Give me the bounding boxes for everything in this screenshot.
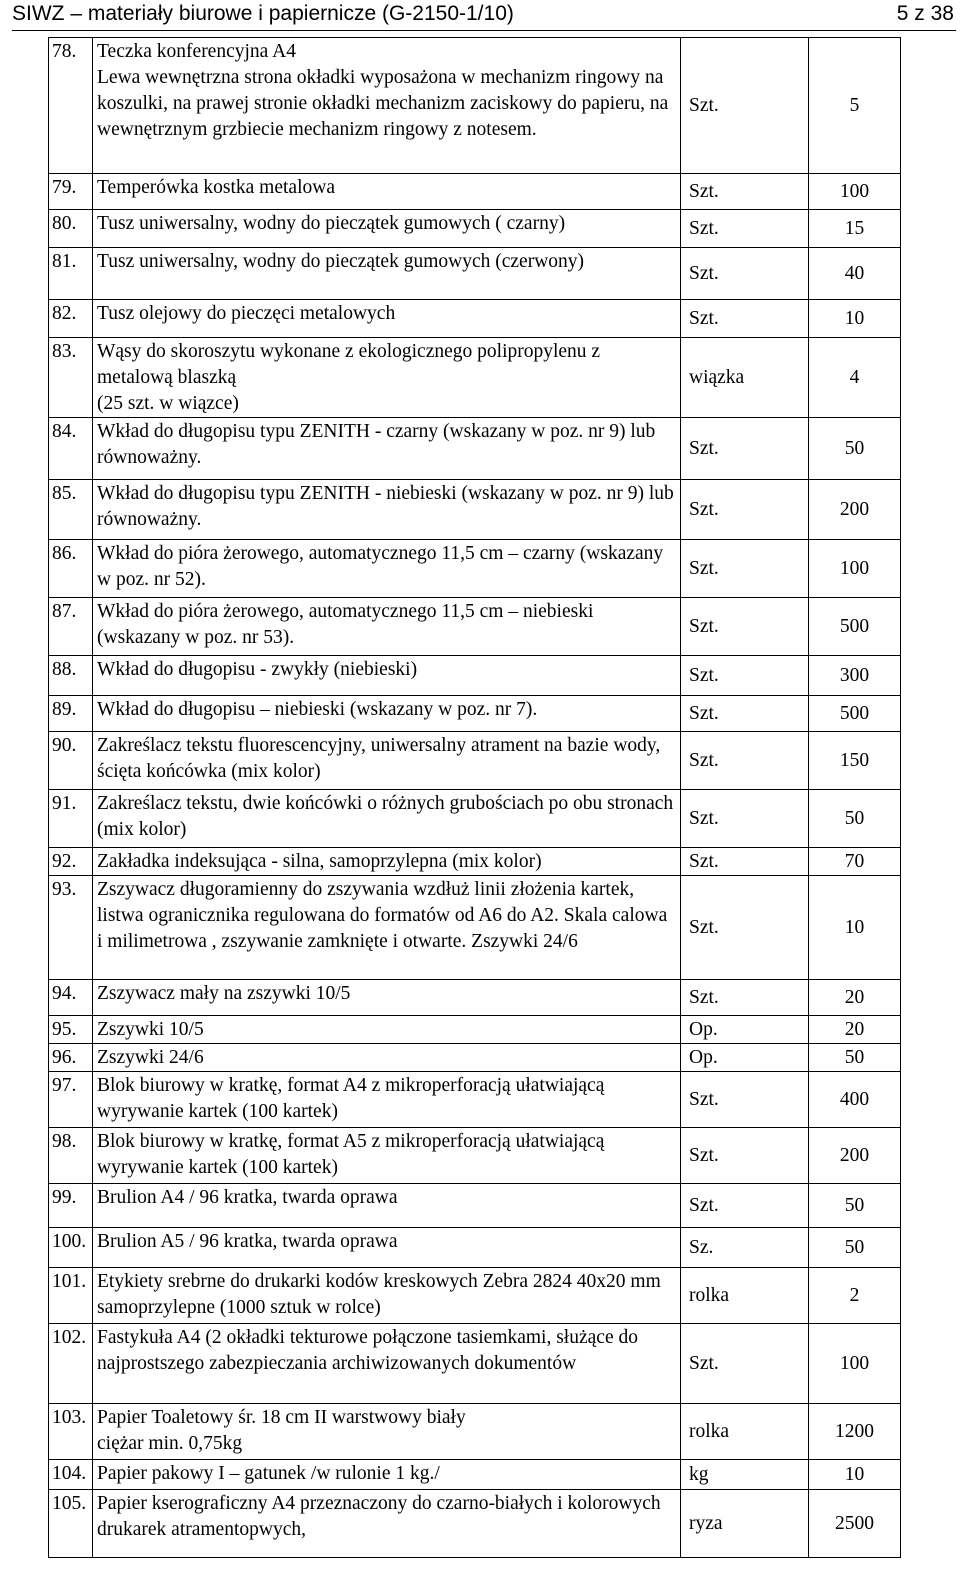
item-number: 83. xyxy=(49,338,93,418)
table-row xyxy=(49,732,901,790)
table-row xyxy=(49,1016,901,1044)
item-unit: Szt. xyxy=(681,540,809,598)
table-row xyxy=(49,540,901,598)
table-row xyxy=(49,1404,901,1460)
item-description: Wkład do długopisu typu ZENITH - niebieski (wskazany w poz. nr 9) lub równoważny. xyxy=(93,480,681,540)
items-table-body xyxy=(49,38,901,1558)
item-description: Zakreślacz tekstu, dwie końcówki o różnych grubościach po obu stronach (mix kolor) xyxy=(93,790,681,848)
item-number: 82. xyxy=(49,300,93,338)
item-number: 99. xyxy=(49,1184,93,1228)
item-description: Temperówka kostka metalowa xyxy=(93,174,681,210)
item-unit: ryza xyxy=(681,1490,809,1558)
item-quantity: 400 xyxy=(809,1072,901,1128)
item-unit: Szt. xyxy=(681,848,809,876)
item-quantity: 15 xyxy=(809,210,901,248)
item-number: 79. xyxy=(49,174,93,210)
item-unit: Op. xyxy=(681,1044,809,1072)
table-row xyxy=(49,1128,901,1184)
item-description: Tusz olejowy do pieczęci metalowych xyxy=(93,300,681,338)
item-description: Brulion A5 / 96 kratka, twarda oprawa xyxy=(93,1228,681,1268)
table-row xyxy=(49,790,901,848)
table-row xyxy=(49,598,901,656)
item-quantity: 300 xyxy=(809,656,901,696)
item-unit: Szt. xyxy=(681,248,809,300)
item-quantity: 500 xyxy=(809,696,901,732)
table-row xyxy=(49,480,901,540)
item-quantity: 50 xyxy=(809,418,901,480)
item-quantity: 200 xyxy=(809,480,901,540)
item-description: Brulion A4 / 96 kratka, twarda oprawa xyxy=(93,1184,681,1228)
item-unit: Szt. xyxy=(681,1324,809,1404)
table-row xyxy=(49,418,901,480)
item-description: Wkład do długopisu – niebieski (wskazany w poz. nr 7). xyxy=(93,696,681,732)
document-title: SIWZ – materiały biurowe i papiernicze (G-2150-1/10) xyxy=(12,2,514,25)
table-row xyxy=(49,1184,901,1228)
item-description: Blok biurowy w kratkę, format A5 z mikroperforacją ułatwiającą wyrywanie kartek (100 kartek) xyxy=(93,1128,681,1184)
item-unit: Szt. xyxy=(681,732,809,790)
item-description: Blok biurowy w kratkę, format A4 z mikroperforacją ułatwiającą wyrywanie kartek (100 kartek) xyxy=(93,1072,681,1128)
item-description: Zszywki 24/6 xyxy=(93,1044,681,1072)
item-unit: Szt. xyxy=(681,696,809,732)
item-description: Papier Toaletowy śr. 18 cm II warstwowy biały ciężar min. 0,75kg xyxy=(93,1404,681,1460)
item-number: 101. xyxy=(49,1268,93,1324)
item-number: 102. xyxy=(49,1324,93,1404)
item-unit: Op. xyxy=(681,1016,809,1044)
item-number: 95. xyxy=(49,1016,93,1044)
item-unit: Szt. xyxy=(681,790,809,848)
item-quantity: 50 xyxy=(809,1044,901,1072)
item-quantity: 50 xyxy=(809,1184,901,1228)
table-row xyxy=(49,1490,901,1558)
item-number: 97. xyxy=(49,1072,93,1128)
item-number: 81. xyxy=(49,248,93,300)
item-quantity: 50 xyxy=(809,1228,901,1268)
page-header xyxy=(12,0,956,31)
item-number: 87. xyxy=(49,598,93,656)
table-row xyxy=(49,1044,901,1072)
item-quantity: 5 xyxy=(809,38,901,174)
item-description: Papier kserograficzny A4 przeznaczony do czarno-białych i kolorowych drukarek atramentopwych, xyxy=(93,1490,681,1558)
items-table xyxy=(48,37,901,1558)
item-quantity: 2500 xyxy=(809,1490,901,1558)
item-number: 91. xyxy=(49,790,93,848)
item-description: Wąsy do skoroszytu wykonane z ekologicznego polipropylenu z metalową blaszką (25 szt. w wiązce) xyxy=(93,338,681,418)
table-row xyxy=(49,696,901,732)
table-row xyxy=(49,848,901,876)
item-quantity: 20 xyxy=(809,1016,901,1044)
table-row xyxy=(49,300,901,338)
table-row xyxy=(49,210,901,248)
item-description: Wkład do pióra żerowego, automatycznego 11,5 cm – niebieski (wskazany w poz. nr 53). xyxy=(93,598,681,656)
item-quantity: 70 xyxy=(809,848,901,876)
item-number: 94. xyxy=(49,980,93,1016)
item-unit: Szt. xyxy=(681,1128,809,1184)
item-number: 100. xyxy=(49,1228,93,1268)
item-number: 104. xyxy=(49,1460,93,1490)
item-unit: Szt. xyxy=(681,300,809,338)
table-row xyxy=(49,1072,901,1128)
table-row xyxy=(49,1268,901,1324)
item-description: Fastykuła A4 (2 okładki tekturowe połączone tasiemkami, służące do najprostszego zabezpieczania archiwizowanych dokumentów xyxy=(93,1324,681,1404)
item-quantity: 10 xyxy=(809,876,901,980)
item-quantity: 500 xyxy=(809,598,901,656)
item-quantity: 20 xyxy=(809,980,901,1016)
table-row xyxy=(49,656,901,696)
item-unit: Szt. xyxy=(681,598,809,656)
item-description: Teczka konferencyjna A4 Lewa wewnętrzna strona okładki wyposażona w mechanizm ringowy na koszulki, na prawej stronie okładki mechanizm zaciskowy do papieru, na wewnętrznym grzbiecie mechanizm ringowy z notesem. xyxy=(93,38,681,174)
item-unit: Szt. xyxy=(681,980,809,1016)
item-unit: Szt. xyxy=(681,1184,809,1228)
item-unit: Szt. xyxy=(681,1072,809,1128)
item-number: 105. xyxy=(49,1490,93,1558)
page-number: 5 z 38 xyxy=(896,2,954,25)
item-quantity: 100 xyxy=(809,1324,901,1404)
item-description: Wkład do długopisu typu ZENITH - czarny (wskazany w poz. nr 9) lub równoważny. xyxy=(93,418,681,480)
item-quantity: 10 xyxy=(809,300,901,338)
item-quantity: 1200 xyxy=(809,1404,901,1460)
item-description: Zszywki 10/5 xyxy=(93,1016,681,1044)
item-number: 85. xyxy=(49,480,93,540)
item-unit: rolka xyxy=(681,1404,809,1460)
item-unit: Szt. xyxy=(681,174,809,210)
item-unit: Szt. xyxy=(681,480,809,540)
item-unit: Sz. xyxy=(681,1228,809,1268)
table-row xyxy=(49,38,901,174)
item-number: 103. xyxy=(49,1404,93,1460)
item-number: 86. xyxy=(49,540,93,598)
table-row xyxy=(49,876,901,980)
item-quantity: 10 xyxy=(809,1460,901,1490)
item-quantity: 2 xyxy=(809,1268,901,1324)
item-number: 96. xyxy=(49,1044,93,1072)
item-quantity: 100 xyxy=(809,540,901,598)
table-row xyxy=(49,338,901,418)
item-number: 88. xyxy=(49,656,93,696)
item-description: Tusz uniwersalny, wodny do pieczątek gumowych ( czarny) xyxy=(93,210,681,248)
table-row xyxy=(49,1324,901,1404)
item-description: Zakładka indeksująca - silna, samoprzylepna (mix kolor) xyxy=(93,848,681,876)
item-unit: wiązka xyxy=(681,338,809,418)
item-unit: Szt. xyxy=(681,38,809,174)
item-description: Tusz uniwersalny, wodny do pieczątek gumowych (czerwony) xyxy=(93,248,681,300)
table-row xyxy=(49,248,901,300)
item-description: Zszywacz mały na zszywki 10/5 xyxy=(93,980,681,1016)
item-quantity: 40 xyxy=(809,248,901,300)
item-quantity: 4 xyxy=(809,338,901,418)
table-row xyxy=(49,980,901,1016)
item-number: 93. xyxy=(49,876,93,980)
item-unit: rolka xyxy=(681,1268,809,1324)
item-number: 89. xyxy=(49,696,93,732)
item-quantity: 100 xyxy=(809,174,901,210)
item-quantity: 50 xyxy=(809,790,901,848)
item-number: 80. xyxy=(49,210,93,248)
item-quantity: 200 xyxy=(809,1128,901,1184)
item-description: Wkład do długopisu - zwykły (niebieski) xyxy=(93,656,681,696)
item-quantity: 150 xyxy=(809,732,901,790)
item-number: 78. xyxy=(49,38,93,174)
item-number: 90. xyxy=(49,732,93,790)
table-row xyxy=(49,1228,901,1268)
item-unit: Szt. xyxy=(681,418,809,480)
item-unit: Szt. xyxy=(681,656,809,696)
item-number: 92. xyxy=(49,848,93,876)
item-description: Papier pakowy I – gatunek /w rulonie 1 kg./ xyxy=(93,1460,681,1490)
item-unit: Szt. xyxy=(681,876,809,980)
table-row xyxy=(49,1460,901,1490)
item-description: Wkład do pióra żerowego, automatycznego 11,5 cm – czarny (wskazany w poz. nr 52). xyxy=(93,540,681,598)
item-description: Etykiety srebrne do drukarki kodów kreskowych Zebra 2824 40x20 mm samoprzylepne (1000 sztuk w rolce) xyxy=(93,1268,681,1324)
item-unit: Szt. xyxy=(681,210,809,248)
item-unit: kg xyxy=(681,1460,809,1490)
item-description: Zszywacz długoramienny do zszywania wzdłuż linii złożenia kartek, listwa ogranicznika regulowana do formatów od A6 do A2. Skala calowa i milimetrowa , zszywanie zamknięte i otwarte. Zszywki 24/6 xyxy=(93,876,681,980)
item-number: 98. xyxy=(49,1128,93,1184)
item-number: 84. xyxy=(49,418,93,480)
item-description: Zakreślacz tekstu fluorescencyjny, uniwersalny atrament na bazie wody, ścięta końcówka (mix kolor) xyxy=(93,732,681,790)
table-row xyxy=(49,174,901,210)
